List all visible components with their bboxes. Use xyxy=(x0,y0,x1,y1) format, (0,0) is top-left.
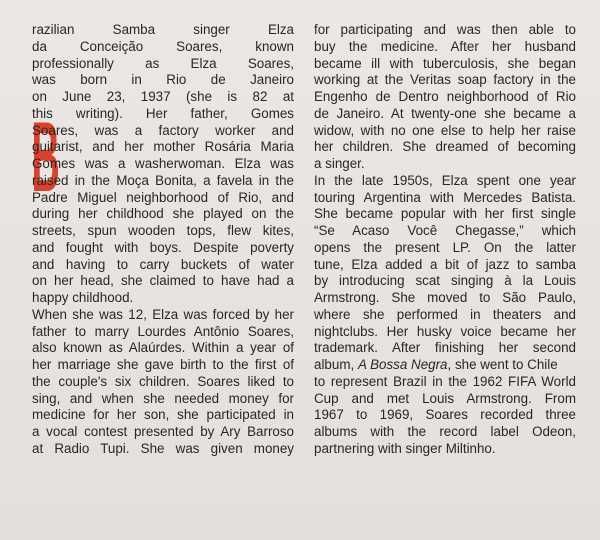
text-line: happy childhood. xyxy=(32,290,134,305)
text-line: albums with the record label Odeon, xyxy=(314,424,576,439)
text-line: for participating and was then able to xyxy=(314,22,576,37)
text-line: and having to carry buckets of water xyxy=(32,256,294,272)
text-line: In the late 1950s, Elza spent one year xyxy=(314,172,576,188)
album-title: A Bossa Negra xyxy=(357,357,448,372)
text-line: guitarist, and her mother Rosária Maria xyxy=(32,139,294,155)
text-line: nightclubs. Her husky voice became her xyxy=(314,323,576,339)
right-column xyxy=(314,22,576,458)
text-line: was born in Rio de Janeiro xyxy=(32,72,294,88)
album-trailing-text: , she went to Chile xyxy=(447,357,558,372)
drop-cap-b-text: B xyxy=(31,101,60,214)
text-line: “Se Acaso Você Chegasse,” which xyxy=(314,223,576,238)
text-line: Cup and met Louis Armstrong. From xyxy=(314,390,576,406)
album-lead-text: album, xyxy=(314,357,355,372)
text-line: de Janeiro. At twenty-one she became a xyxy=(314,105,576,121)
text-line: to represent Brazil in the 1962 FIFA World xyxy=(314,373,576,389)
text-line: tune, Elza added a bit of jazz to samba xyxy=(314,256,576,272)
text-line: on her head, she claimed to have had a xyxy=(32,273,294,289)
text-line: trademark. After finishing her second xyxy=(314,340,576,356)
text-line: When she was 12, Elza was forced by her xyxy=(32,306,294,322)
text-line: da Conceição Soares, known xyxy=(32,38,294,54)
text-line: her marriage she gave birth to the first of xyxy=(32,357,294,372)
text-line xyxy=(314,357,576,374)
text-line: Armstrong. She moved to São Paulo, xyxy=(314,290,576,305)
text-line: Gomes was a washerwoman. Elza was xyxy=(32,156,294,171)
text-line: father to marry Lourdes Antônio Soares, xyxy=(32,323,294,339)
text-line: opens the present LP. On the latter xyxy=(314,239,576,255)
text-line: where she performed in theaters and xyxy=(314,306,576,322)
left-column xyxy=(32,22,294,458)
text-line: a vocal contest presented by Ary Barroso xyxy=(32,424,294,439)
text-line: at Radio Tupi. She was given money xyxy=(32,440,294,456)
text-line: her children. She dreamed of becoming xyxy=(314,139,576,155)
text-line: and fought with boys. Despite poverty xyxy=(32,239,294,255)
text-line: razilian Samba singer Elza xyxy=(32,22,294,37)
text-line: on June 23, 1937 (she is 82 at xyxy=(32,89,294,104)
text-line: Soares, was a factory worker and xyxy=(32,122,294,138)
text-line: partnering with singer Miltinho. xyxy=(314,440,496,456)
text-line: buy the medicine. After her husband xyxy=(314,38,576,54)
text-line: working at the Veritas soap factory in the xyxy=(314,72,576,88)
text-line: 1967 to 1969, Soares recorded three xyxy=(314,407,576,423)
text-line: Padre Miguel neighborhood of Rio, and xyxy=(32,189,294,205)
text-line: also known as Alaúrdes. Within a year of xyxy=(32,340,294,356)
text-line: She became popular with her first single xyxy=(314,206,576,222)
text-line: streets, spun wooden tops, flew kites, xyxy=(32,223,294,238)
text-line: a singer. xyxy=(314,156,365,171)
text-line: sing, and when she needed money for xyxy=(32,390,294,406)
text-line: the couple's six children. Soares liked to xyxy=(32,373,294,389)
text-line: this writing). Her father, Gomes xyxy=(32,105,294,121)
text-line: Engenho de Dentro neighborhood of Rio xyxy=(314,89,576,104)
text-line: became ill with tuberculosis, she began xyxy=(314,55,576,71)
text-line: medicine for her son, she participated in xyxy=(32,407,294,423)
text-line: widow, with no one else to help her raise xyxy=(314,122,576,138)
text-line: raised in the Moça Bonita, a favela in the xyxy=(32,172,294,188)
text-line: professionally as Elza Soares, xyxy=(32,55,294,71)
text-line: touring Argentina with Mercedes Batista. xyxy=(314,189,576,205)
text-line: during her childhood she played on the xyxy=(32,206,294,222)
text-line: by introducing scat singing à la Louis xyxy=(314,273,576,289)
